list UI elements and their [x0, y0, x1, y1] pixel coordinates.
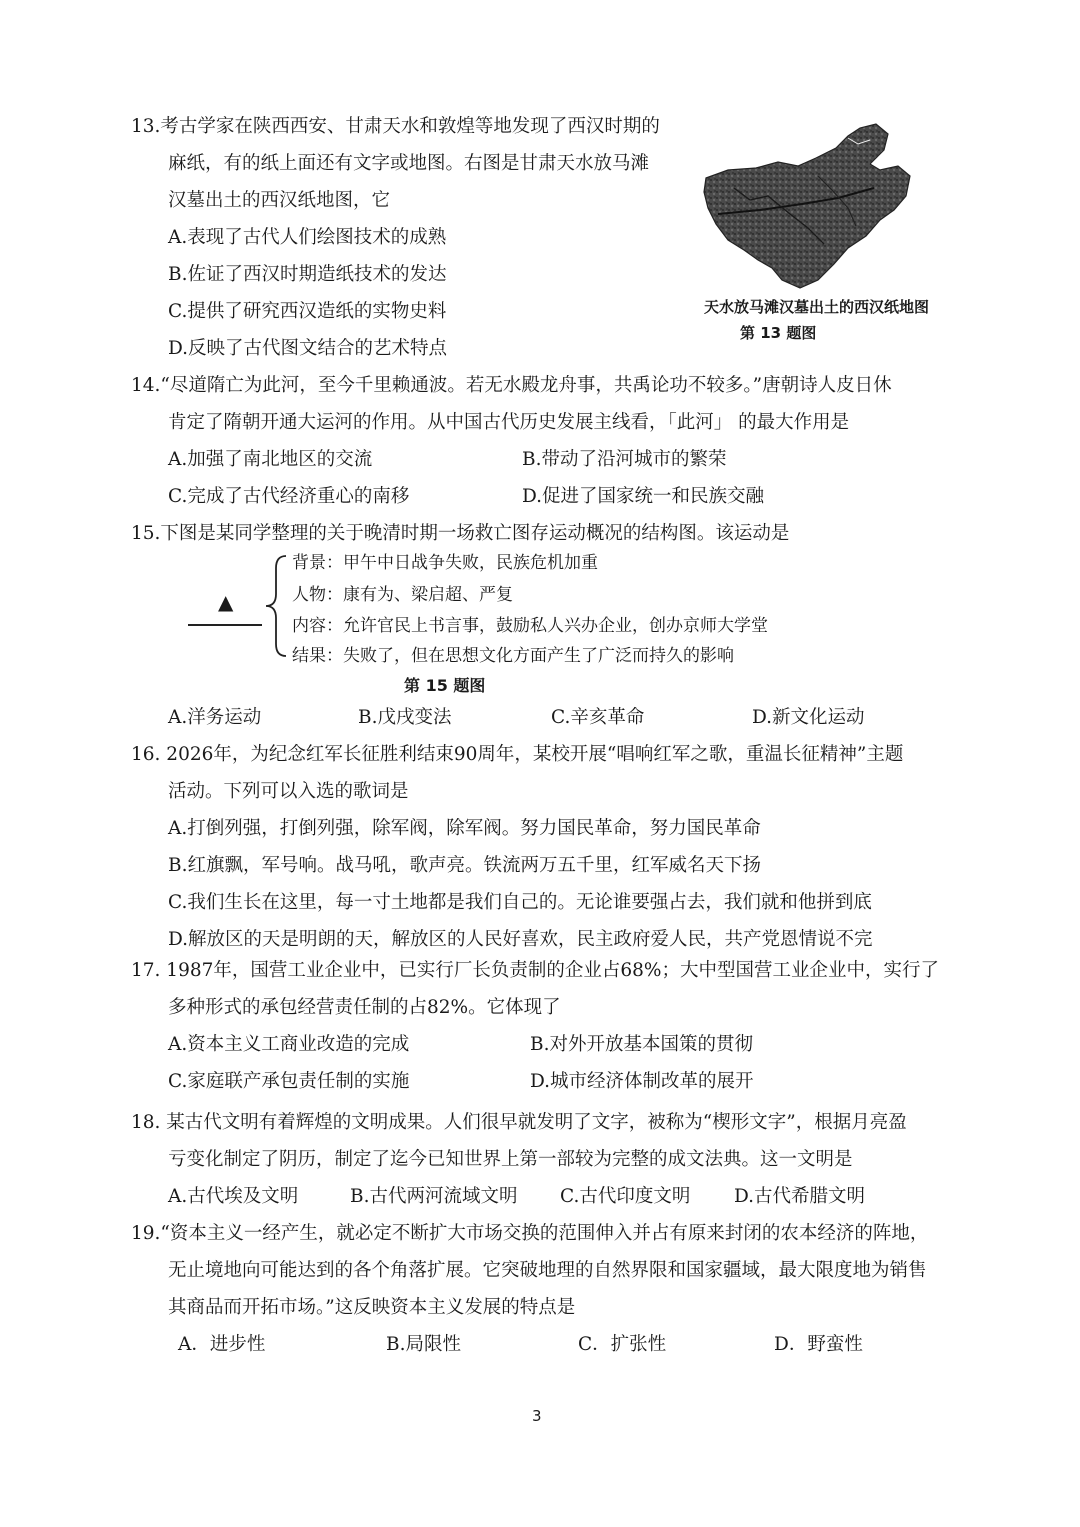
question-19-stem-line-1: 19.“资本主义一经产生，就必定不断扩大市场交换的范围伸入并占有原来封闭的农本经济的阵地， — [131, 1223, 929, 1244]
question-18-option-d[interactable]: D.古代希腊文明 — [734, 1186, 866, 1207]
question-16-stem-line-1: 16. 2026年，为纪念红军长征胜利结束90周年，某校开展“唱响红军之歌，重温长征精神”主题 — [131, 744, 904, 765]
question-18-stem-line-2: 亏变化制定了阴历，制定了迄今已知世界上第一部较为完整的成文法典。这一文明是 — [168, 1149, 853, 1170]
blank-triangle-icon: ▲ — [218, 590, 234, 614]
question-14-option-d[interactable]: D.促进了国家统一和民族交融 — [522, 486, 765, 507]
question-15-option-d[interactable]: D.新文化运动 — [752, 707, 865, 728]
question-18-option-a[interactable]: A.古代埃及文明 — [168, 1186, 299, 1207]
question-13-figure — [698, 118, 930, 350]
page-number: 3 — [532, 1407, 542, 1425]
question-18-option-b[interactable]: B.古代两河流域文明 — [350, 1186, 518, 1207]
answer-blank-line — [188, 624, 262, 626]
question-15-option-b[interactable]: B.戊戌变法 — [358, 707, 452, 728]
question-13-option-d[interactable]: D.反映了古代图文结合的艺术特点 — [168, 338, 448, 359]
question-17-option-a[interactable]: A.资本主义工商业改造的完成 — [168, 1034, 410, 1055]
question-14-stem-line-1: 14.“尽道隋亡为此河，至今千里赖通波。若无水殿龙舟事，共禹论功不较多。”唐朝诗人皮日休 — [131, 375, 892, 396]
question-17-stem-line-2: 多种形式的承包经营责任制的占82%。它体现了 — [168, 997, 561, 1018]
question-19-option-a[interactable]: A．进步性 — [178, 1334, 266, 1355]
question-16-stem-line-2: 活动。下列可以入选的歌词是 — [168, 781, 409, 802]
question-13-option-c[interactable]: C.提供了研究西汉造纸的实物史料 — [168, 301, 447, 322]
question-16-option-a[interactable]: A.打倒列强，打倒列强，除军阀，除军阀。努力国民革命，努力国民革命 — [168, 818, 761, 839]
question-19-stem-line-3: 其商品而开拓市场。”这反映资本主义发展的特点是 — [168, 1297, 576, 1318]
structure-background: 背景：甲午中日战争失败，民族危机加重 — [292, 553, 598, 573]
question-18-stem-line-1: 18. 某古代文明有着辉煌的文明成果。人们很早就发明了文字，被称为“楔形文字”，根据月亮盈 — [131, 1112, 907, 1133]
question-13-stem-line-3: 汉墓出土的西汉纸地图，它 — [168, 190, 391, 211]
question-17-option-d[interactable]: D.城市经济体制改革的展开 — [530, 1071, 754, 1092]
question-17-option-c[interactable]: C.家庭联产承包责任制的实施 — [168, 1071, 410, 1092]
question-15-option-a[interactable]: A.洋务运动 — [168, 707, 262, 728]
curly-brace — [264, 554, 290, 658]
question-15-stem: 15.下图是某同学整理的关于晚清时期一场救亡图存运动概况的结构图。该运动是 — [131, 523, 790, 544]
question-13-figure-caption: 天水放马滩汉墓出土的西汉纸地图 — [704, 298, 930, 316]
question-15-option-c[interactable]: C.辛亥革命 — [551, 707, 645, 728]
question-17-stem-line-1: 17. 1987年，国营工业企业中，已实行厂长负责制的企业占68%；大中型国营工业企业中，实行了 — [131, 960, 940, 981]
structure-diagram — [186, 552, 846, 697]
question-14-option-a[interactable]: A.加强了南北地区的交流 — [168, 449, 373, 470]
question-16-option-b[interactable]: B.红旗飘，军号响。战马吼，歌声亮。铁流两万五千里，红军威名天下扬 — [168, 855, 761, 876]
structure-people: 人物：康有为、梁启超、严复 — [292, 585, 513, 605]
question-13-stem-line-2: 麻纸，有的纸上面还有文字或地图。右图是甘肃天水放马滩 — [168, 153, 650, 174]
structure-content: 内容：允许官民上书言事，鼓励私人兴办企业，创办京师大学堂 — [292, 616, 768, 636]
question-14-stem-line-2: 肯定了隋朝开通大运河的作用。从中国古代历史发展主线看，「此河」 的最大作用是 — [168, 412, 850, 433]
question-15-figure-label: 第 15 题图 — [404, 676, 486, 695]
question-13-figure-label: 第 13 题图 — [740, 324, 817, 342]
question-17-option-b[interactable]: B.对外开放基本国策的贯彻 — [530, 1034, 753, 1055]
question-13-option-b[interactable]: B.佐证了西汉时期造纸技术的发达 — [168, 264, 447, 285]
question-18-option-c[interactable]: C.古代印度文明 — [560, 1186, 691, 1207]
question-13-option-a[interactable]: A.表现了古代人们绘图技术的成熟 — [168, 227, 447, 248]
question-19-option-c[interactable]: C．扩张性 — [578, 1334, 667, 1355]
question-14-option-b[interactable]: B.带动了沿河城市的繁荣 — [522, 449, 727, 470]
question-19-stem-line-2: 无止境地向可能达到的各个角落扩展。它突破地理的自然界限和国家疆域，最大限度地为销售 — [168, 1260, 927, 1281]
structure-result: 结果：失败了，但在思想文化方面产生了广泛而持久的影响 — [292, 646, 734, 666]
question-14-option-c[interactable]: C.完成了古代经济重心的南移 — [168, 486, 410, 507]
question-19-option-d[interactable]: D．野蛮性 — [774, 1334, 863, 1355]
question-13-stem-line-1: 13.考古学家在陕西西安、甘肃天水和敦煌等地发现了西汉时期的 — [131, 116, 660, 137]
question-16-option-c[interactable]: C.我们生长在这里，每一寸土地都是我们自己的。无论谁要强占去，我们就和他拼到底 — [168, 892, 872, 913]
question-19-option-b[interactable]: B.局限性 — [386, 1334, 461, 1355]
ancient-paper-map-image — [698, 118, 920, 303]
question-16-option-d[interactable]: D.解放区的天是明朗的天，解放区的人民好喜欢，民主政府爱人民，共产党恩情说不完 — [168, 929, 873, 950]
